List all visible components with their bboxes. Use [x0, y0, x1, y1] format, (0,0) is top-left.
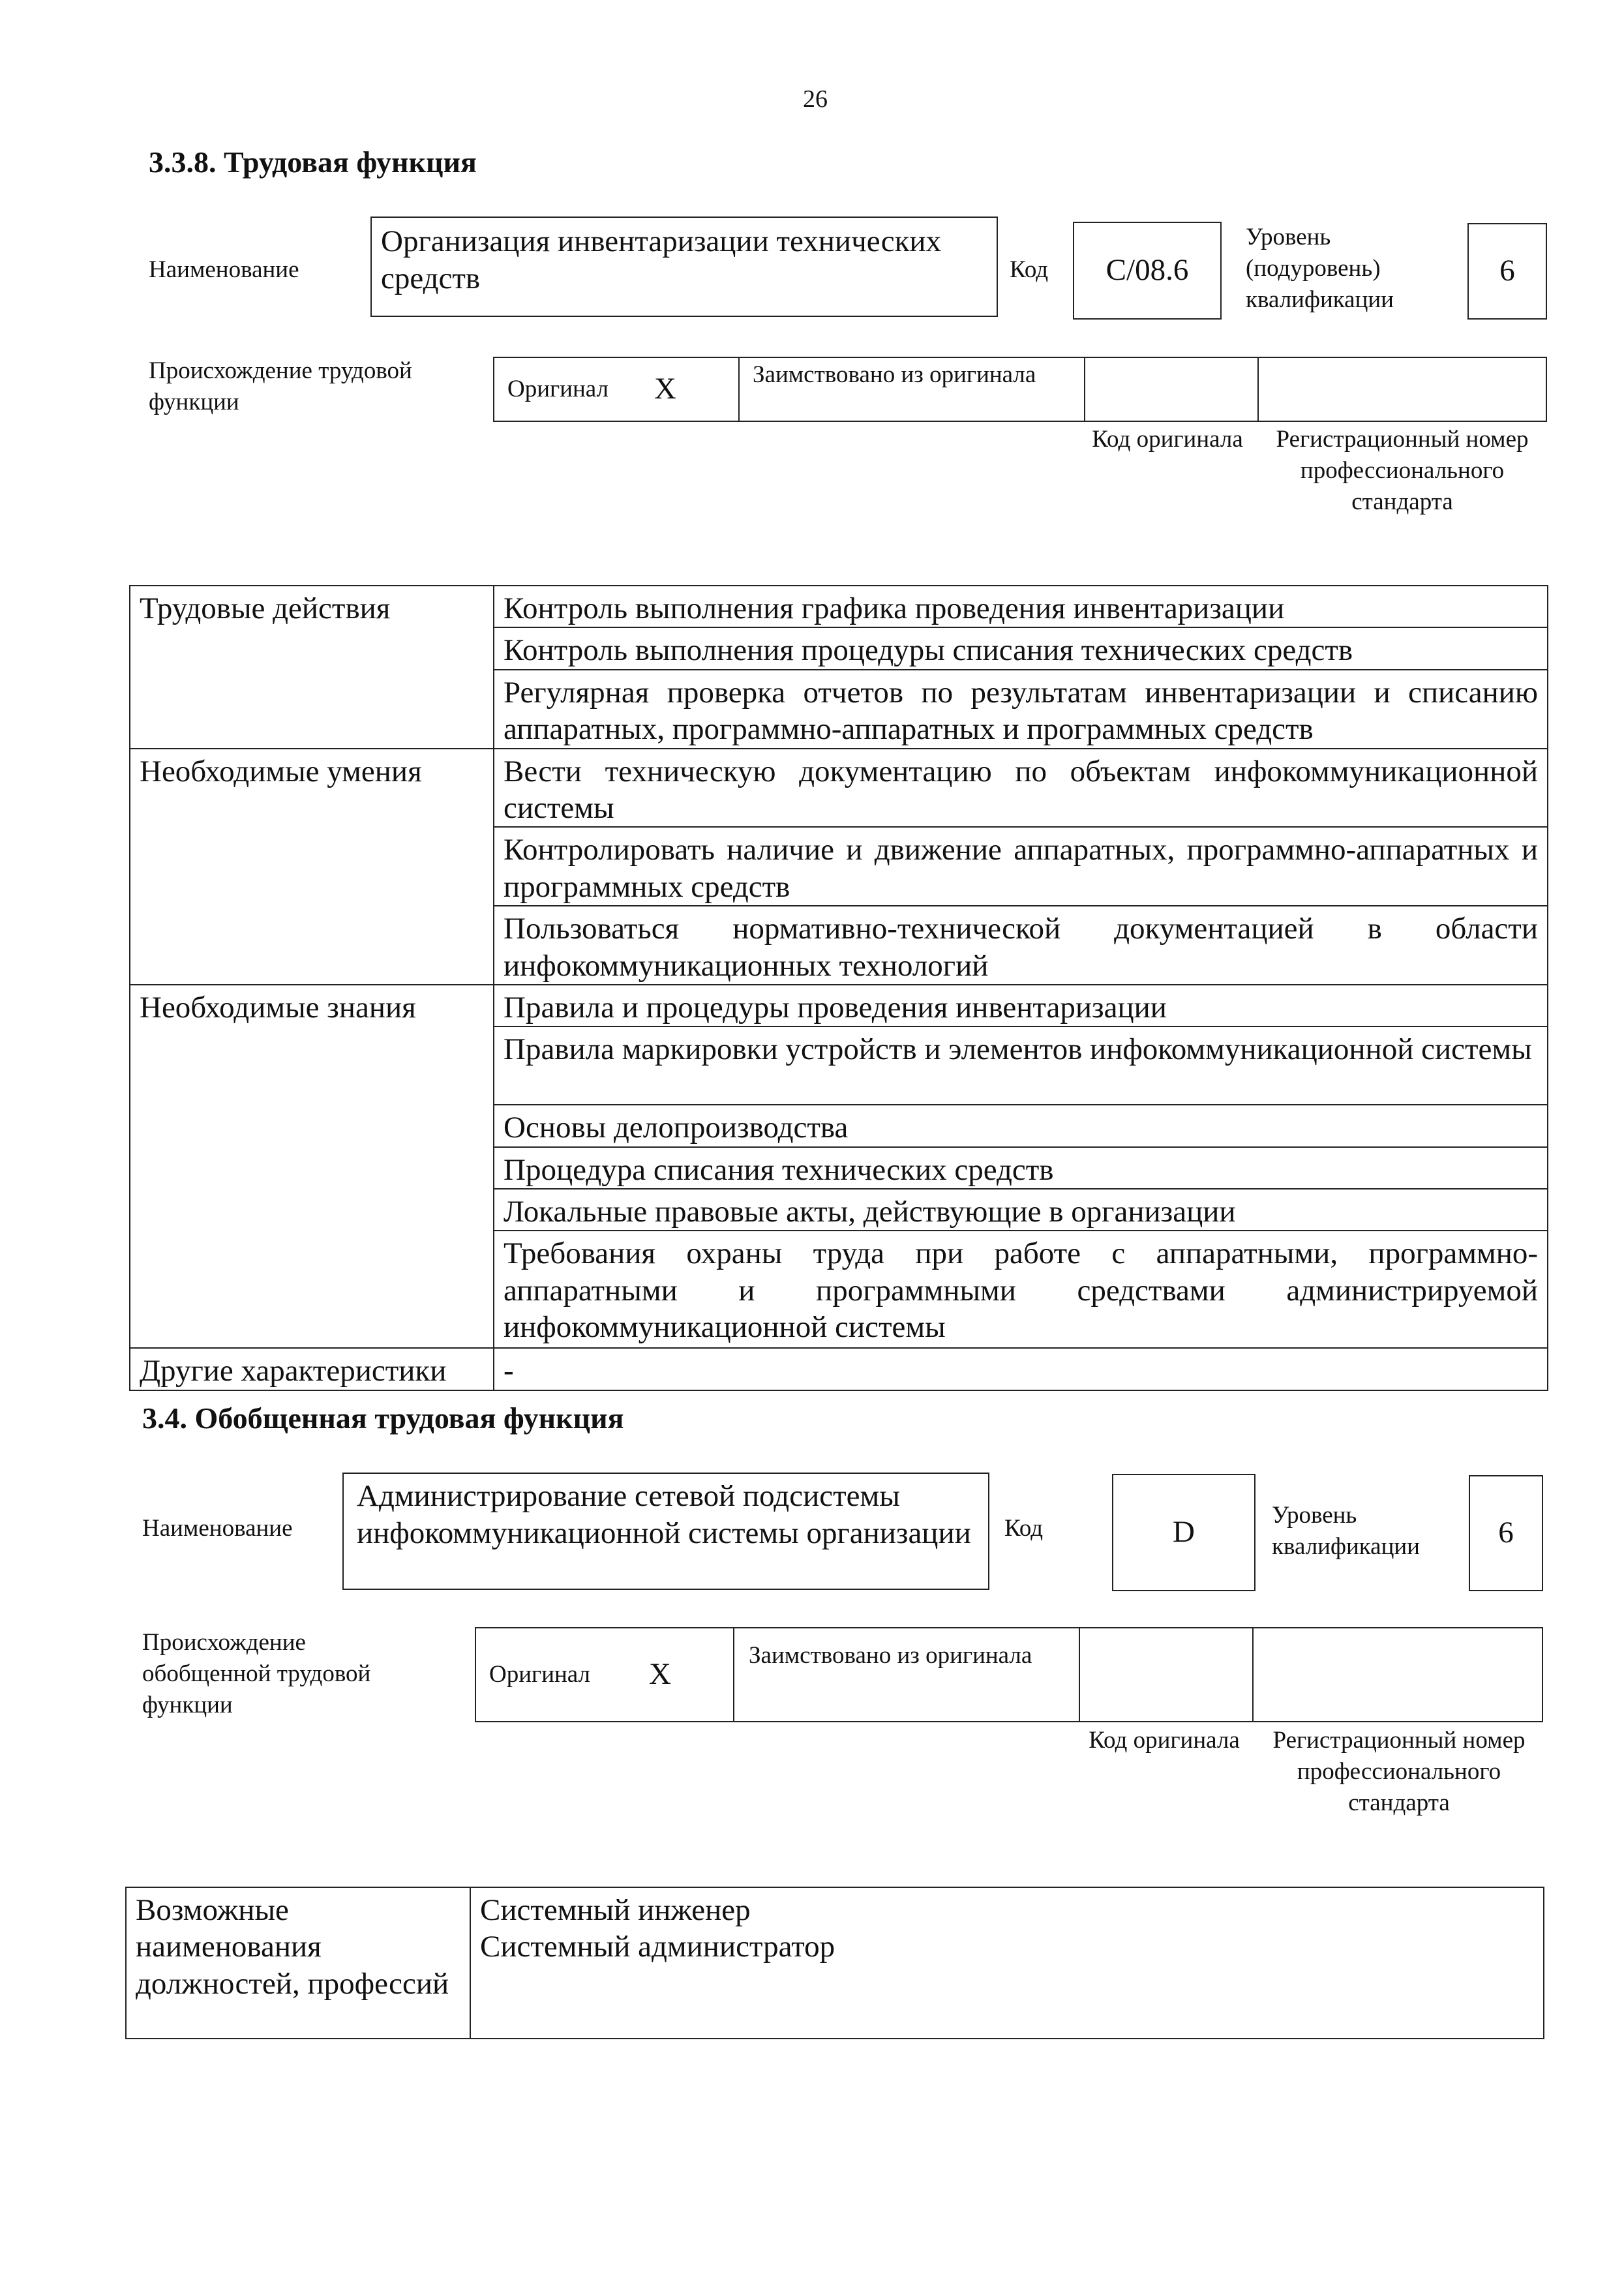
level-label-1: Уровень (подуровень) квалификации [1246, 224, 1394, 314]
origin-row-2 [475, 1627, 1543, 1722]
code-value-1 [1073, 222, 1222, 320]
page-number: 26 [803, 85, 828, 113]
original-cell-1 [494, 358, 740, 421]
positions-list [470, 1887, 1544, 2039]
name-value-text-1: Организация инвентаризации технических средств [381, 224, 942, 296]
knowledge-item: Основы делопроизводства [494, 1105, 1548, 1146]
position-item: Системный администратор [480, 1930, 835, 1964]
name-value-1 [370, 217, 998, 317]
knowledge-item: Процедура списания технических средств [494, 1147, 1548, 1189]
knowledge-item: Правила маркировки устройств и элементов инфокоммуникационной системы [494, 1026, 1548, 1105]
level-value-1 [1467, 223, 1547, 320]
label-other-characteristics: Другие характеристики [130, 1348, 494, 1390]
table-row [130, 1348, 1548, 1390]
positions-label: Возможные наименования должностей, профессий [126, 1887, 470, 2039]
table-row [130, 985, 1548, 1026]
code-orig-cell-1 [1085, 358, 1259, 421]
reg-caption-2: Регистрационный номер профессионального стандарта [1272, 1727, 1526, 1817]
original-label-1: Оригинал [507, 375, 609, 402]
name-value-text-2: Администрирование сетевой подсистемы инфокоммуникационной системы организации [357, 1479, 971, 1551]
knowledge-item: Локальные правовые акты, действующие в организации [494, 1189, 1548, 1231]
level-value-2 [1469, 1475, 1543, 1591]
code-value-text-2: D [1173, 1515, 1195, 1549]
skill-item: Контролировать наличие и движение аппаратных, программно-аппаратных и программных средств [494, 827, 1548, 906]
reg-number-cell-1 [1259, 358, 1546, 421]
label-required-skills: Необходимые умения [130, 749, 494, 985]
origin-label-2: Происхождение обобщенной трудовой функции [142, 1629, 371, 1719]
section-heading-2: 3.4. Обобщенная трудовая функция [142, 1401, 624, 1435]
action-item: Контроль выполнения процедуры списания технических средств [494, 627, 1548, 669]
table-row [126, 1887, 1544, 2039]
level-value-text-2: 6 [1498, 1516, 1514, 1550]
origin-row-1 [493, 357, 1547, 422]
origin-label-1: Происхождение трудовой функции [149, 357, 412, 416]
action-item: Регулярная проверка отчетов по результатам инвентаризации и списанию аппаратных, программно-аппаратных и программных средств [494, 670, 1548, 749]
knowledge-item: Требования охраны труда при работе с аппаратными, программно-аппаратными и программными средствами администрируемой инфокоммуникационной системы [494, 1231, 1548, 1348]
skill-item: Пользоваться нормативно-технической документацией в области инфокоммуникационных технологий [494, 906, 1548, 985]
table-row [130, 749, 1548, 828]
borrowed-cell-1: Заимствовано из оригинала [740, 358, 1085, 421]
borrowed-cell-2: Заимствовано из оригинала [734, 1628, 1080, 1721]
reg-number-cell-2 [1254, 1628, 1542, 1721]
label-labor-actions: Трудовые действия [130, 586, 494, 749]
code-orig-caption-2: Код оригинала [1089, 1727, 1240, 1754]
level-label-2: Уровень квалификации [1272, 1502, 1420, 1561]
level-value-text-1: 6 [1499, 254, 1515, 288]
original-cell-2 [476, 1628, 734, 1721]
code-value-2 [1112, 1474, 1256, 1591]
original-label-2: Оригинал [489, 1660, 591, 1688]
original-mark-2: X [649, 1657, 671, 1692]
knowledge-item: Правила и процедуры проведения инвентаризации [494, 985, 1548, 1026]
name-value-2 [342, 1473, 989, 1590]
original-mark-1: X [654, 372, 676, 406]
name-label-2: Наименование [142, 1515, 293, 1542]
action-item: Контроль выполнения графика проведения инвентаризации [494, 586, 1548, 627]
section-heading-1: 3.3.8. Трудовая функция [149, 145, 477, 179]
label-required-knowledge: Необходимые знания [130, 985, 494, 1349]
code-value-text-1: C/08.6 [1105, 253, 1189, 288]
code-label-2: Код [1004, 1515, 1044, 1542]
other-value: - [494, 1348, 1548, 1390]
code-orig-cell-2 [1080, 1628, 1254, 1721]
positions-table [125, 1887, 1544, 2039]
table-row [130, 586, 1548, 627]
skill-item: Вести техническую документацию по объектам инфокоммуникационной системы [494, 749, 1548, 828]
labor-function-table [129, 585, 1548, 1391]
code-orig-caption-1: Код оригинала [1092, 426, 1243, 453]
reg-caption-1: Регистрационный номер профессионального стандарта [1276, 426, 1529, 516]
code-label-1: Код [1010, 256, 1049, 283]
name-label-1: Наименование [149, 256, 299, 283]
position-item: Системный инженер [480, 1893, 751, 1927]
